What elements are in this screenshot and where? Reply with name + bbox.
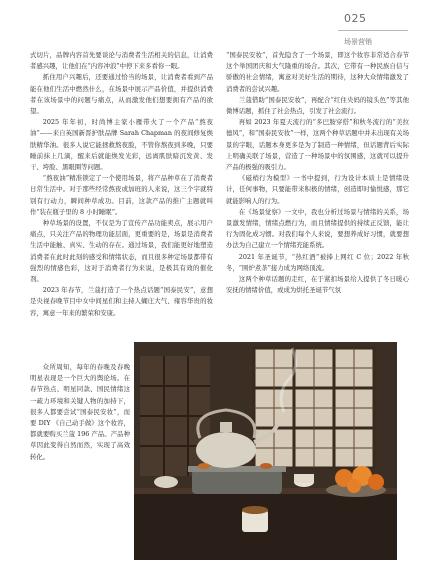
tea-brewing-photo (134, 342, 397, 560)
header-divider (338, 30, 408, 31)
paragraph: 抓住用户兴趣后，还要通过恰当的场景，让消费者看到产品能在他们生活中燃然什么，在场景中展示产品价值，并提供消费者在该场景中的问题与痛点，从而激发他们想要拥有产品的欲望。 (30, 73, 213, 116)
paragraph: 《磁梢行为模型》一书中提到，行为设计本质上是情绪设计，任何事物，只要能带来积极的情绪，创造即时愉悦感，那它就能影响人的行为。 (226, 174, 409, 205)
paragraph: 在《场景觉察》一文中，我也分析过场景与情绪的关系，场景激发情绪，情绪点燃行为，而且情绪提供的持续正反馈，能让行为固化成习惯。对我们每个人来说，要想养成好习惯，就要想办法为自己建立一个情绪充能系统。 (226, 207, 409, 250)
paragraph: 再如 2023 年夏天流行的“多巴胺穿搭”和秋冬流行的“美拉德风”，和“国泰民安妆”一样，这两个种草话题中并未出现有关场景的字眼，话题本身更多是为了制造一种情绪，但话题背后实际上明确关联了场景，营造了一种场景中的氛围感，这就可以提升产品的极强的吸引力。 (226, 118, 409, 172)
page-number: 025 (344, 12, 367, 25)
paragraph: 这两个种草话题的走红，在于紧扣场景给人提供了冬日暖心安抚的情绪价值，或成为烘托圣诞节气氛 (226, 275, 409, 295)
left-text-column (30, 50, 213, 319)
narrow-text-column (30, 362, 130, 463)
right-text-column (226, 50, 409, 296)
paragraph: 2023 年春节，兰蔻打造了一个热点话题“国泰民安”，意想是央视春晚节目中女中间星们和主持人蝴庄大气、雍容华贵的妆容，寓意一年来的繁荣和安康。 (30, 286, 213, 317)
paragraph: 2025 年年初，时尚博主家小雁带火了一个产品“熬夜油”——来自英国新晋护肤品牌 Sarah Chapman 的夜间修复焕肤精华油。很多人说它能拯救熬夜脸，不管你熬夜到多晚，只要睡前抹上几滴，醒来后就能焕发光彩，远离肌肤暗沉发黄、发干、垮脸、黑眼圈等问题。 (30, 118, 213, 172)
section-label: 场景营销 (344, 38, 372, 46)
paragraph: 众所周知，每年的春晚及春晚明星表现是一个巨大的舆论场。在春节热点、明星同款、国民情绪这一疏力环境和关键人物的加持下，很多人都要尝试“国泰民安妆”，而要 DIY 《自己动手做》这个妆容，都就要购买兰蔻 196 产品。产品种草因此变得自然而然，实现了高效转化。 (30, 363, 130, 461)
paragraph: 式切片，品牌内容首先要谈论与消费者生活相关的信息，让消费者感兴趣，让他们在“内容冲浪”中停下来多看你一眼。 (30, 51, 213, 71)
paragraph: 种草场景的设置，不仅是为了宣传产品功能卖点，展示用户痛点，只关注产品的物理功能层面，更重要的是，场景是消费者生活中能触、真实、生动的存在。通过场景，我们能更好地塑造消费者在此时此刻的感受和情绪状态，而且很多种定场景都带有强烈的情感色彩，这对于消费者行为来说，是极其有效的催化剂。 (30, 219, 213, 284)
photo-illustration (134, 342, 397, 560)
paragraph: 2021 年圣诞节，“热红酒”被捧上网红 C 位；2022 年秋冬，“围炉煮茶”接力成为网络顶流。 (226, 252, 409, 272)
paragraph: “国泰民安妆”，首先隐含了一个场景，即这个妆容非常适合春节这个举国团庆和大气隆重的场合。其次，它带有一种民族自信与骄傲的社会情绪，寓意对美好生活的期待，这种大众情绪激发了消费者的尝试兴趣。 (226, 51, 409, 93)
paragraph: 兰蔻借助“国泰民安妆”，再配合“红住央妈的镜头色”等其他微博话题，抓住了社会热点，引发了社会流行。 (226, 95, 409, 116)
paragraph: “熬夜油”精准锁定了一个使用场景，将产品种草在了消费者日常生活中。对于那些经常熬夜或加班的人来说，这三个字就特别有行动力，瞬间种草成功。目前，这款产品的推广主题就叫作“装在瓶子里的 8 小时睡眠”。 (30, 174, 213, 216)
